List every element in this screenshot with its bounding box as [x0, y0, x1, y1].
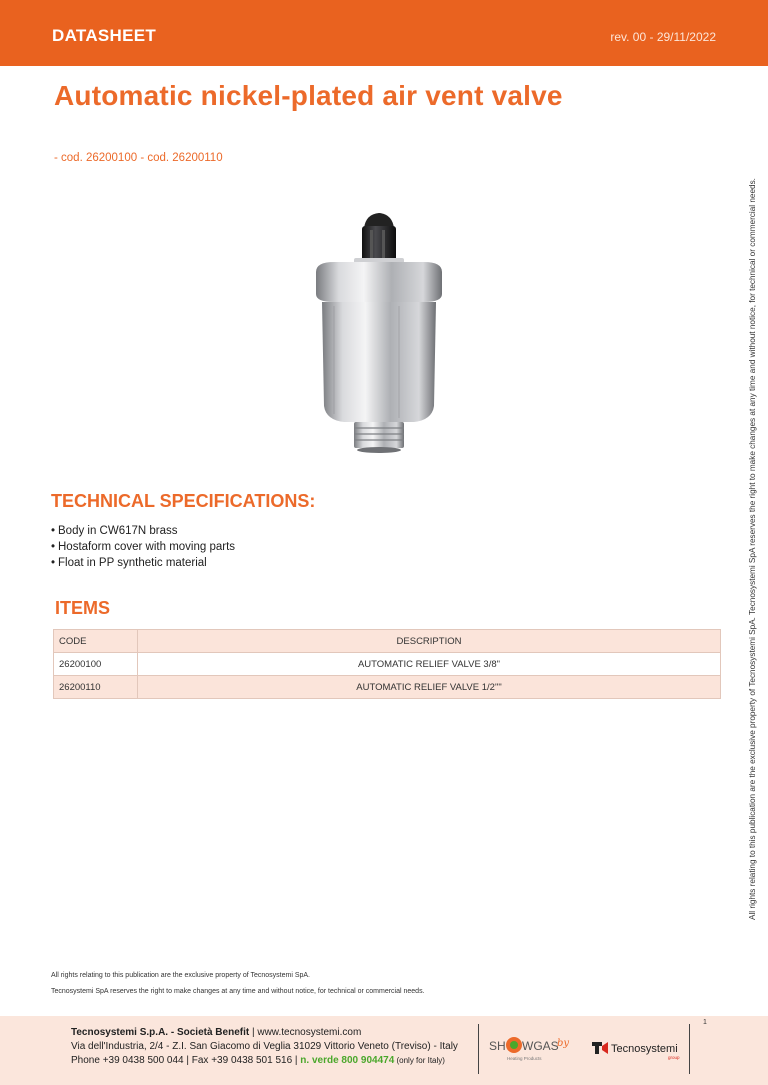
column-header-description: DESCRIPTION [138, 630, 721, 653]
company-address: Via dell'Industria, 2/4 - Z.I. San Giacomo di Veglia 31029 Vittorio Veneto (Treviso) - Italy [71, 1041, 458, 1052]
showgas-logo [489, 1034, 559, 1062]
svg-text:SH: SH [489, 1039, 506, 1053]
header-bar [0, 0, 768, 66]
page-number: 1 [703, 1019, 707, 1026]
spec-item: • Body in CW617N brass [51, 523, 235, 539]
toll-free-number: n. verde 800 904474 [300, 1055, 395, 1066]
footer-divider [478, 1024, 479, 1074]
legal-note-rights: All rights relating to this publication are the exclusive property of Tecnosystemi SpA. [51, 972, 310, 979]
toll-free-note: (only for Italy) [394, 1056, 445, 1065]
column-header-code: CODE [54, 630, 138, 653]
svg-text:Heating Products: Heating Products [507, 1056, 542, 1061]
table-row [54, 653, 721, 676]
separator: | [249, 1027, 258, 1038]
cell-description: AUTOMATIC RELIEF VALVE 1/2"" [138, 676, 721, 699]
website-link[interactable]: www.tecnosystemi.com [257, 1027, 362, 1038]
svg-text:WGAS: WGAS [522, 1039, 559, 1053]
cell-code: 26200110 [54, 676, 138, 699]
items-title: ITEMS [55, 598, 111, 618]
tecnosystemi-logo [590, 1034, 682, 1062]
revision-label: rev. 00 - 29/11/2022 [610, 30, 716, 44]
items-table [53, 629, 721, 699]
separator: | [183, 1055, 192, 1066]
logo-by-text: by [557, 1038, 570, 1049]
air-vent-valve-photo [304, 208, 454, 453]
footer-contact [71, 1026, 458, 1068]
table-header-row [54, 630, 721, 653]
table-row [54, 676, 721, 699]
product-codes: - cod. 26200100 - cod. 26200110 [54, 152, 223, 164]
footer-divider [689, 1024, 690, 1074]
svg-text:Tecnosystemi: Tecnosystemi [611, 1043, 678, 1055]
company-name: Tecnosystemi S.p.A. - Società Benefit [71, 1027, 250, 1038]
tech-specs-title: TECHNICAL SPECIFICATIONS: [51, 491, 316, 511]
phone-number: Phone +39 0438 500 044 [71, 1055, 184, 1066]
page-title: Automatic nickel-plated air vent valve [54, 80, 563, 111]
footer [0, 1016, 768, 1085]
vertical-rights-note: All rights relating to this publication are the exclusive property of Tecnosystemi SpA. Tecnosystemi SpA reserves the right to make changes at any time and without notice, for technical or commercial needs. [748, 178, 757, 920]
fax-number: Fax +39 0438 501 516 [191, 1055, 293, 1066]
legal-note-changes: Tecnosystemi SpA reserves the right to make changes at any time and without notice, for technical or commercial needs. [51, 988, 425, 995]
svg-text:group: group [668, 1055, 680, 1060]
separator: | [292, 1055, 301, 1066]
tech-specs-list [51, 523, 235, 571]
spec-item: • Float in PP synthetic material [51, 555, 235, 571]
spec-item: • Hostaform cover with moving parts [51, 539, 235, 555]
cell-code: 26200100 [54, 653, 138, 676]
document-type-label: DATASHEET [52, 26, 157, 45]
cell-description: AUTOMATIC RELIEF VALVE 3/8" [138, 653, 721, 676]
